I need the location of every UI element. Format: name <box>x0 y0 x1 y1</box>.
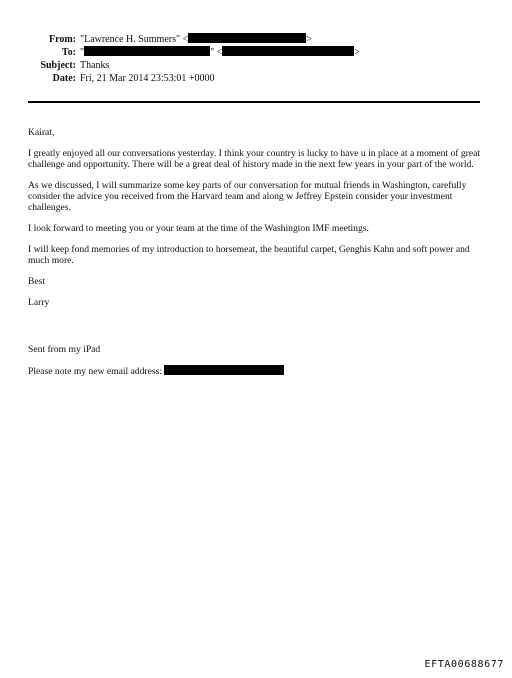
redaction-bar <box>164 365 284 375</box>
from-row <box>0 33 512 46</box>
subject-label: Subject: <box>40 60 76 71</box>
date-label: Date: <box>52 73 76 84</box>
closing: Best <box>28 276 46 287</box>
signature: Larry <box>28 297 50 308</box>
email-note-line <box>28 365 488 377</box>
date-value: Fri, 21 Mar 2014 23:53:01 +0000 <box>80 73 215 84</box>
header-divider <box>28 101 480 103</box>
email-note: Please note my new email address: <box>28 366 163 377</box>
bates-number: EFTA00688677 <box>424 659 504 670</box>
date-row <box>0 72 512 85</box>
subject-row <box>0 59 512 72</box>
to-close: > <box>354 47 360 58</box>
to-open: " <box>80 47 85 58</box>
email-header <box>0 33 512 85</box>
from-label: From: <box>48 34 76 45</box>
redaction-bar <box>222 46 354 56</box>
from-name: "Lawrence H. Summers" < <box>80 34 189 45</box>
spacer <box>28 318 488 344</box>
paragraph-1: I greatly enjoyed all our conversations yesterday. I think your country is lucky to have u in place at a moment of great challenge and opportunity. There will be a great deal of history made in the next few years in your part of the world. <box>28 148 481 170</box>
to-mid: " < <box>210 47 223 58</box>
from-value <box>80 33 312 46</box>
sent-from: Sent from my iPad <box>28 344 101 355</box>
paragraph-2: As we discussed, I will summarize some key parts of our conversation for mutual friends in Washington, carefully consider the advice you received from the Harvard team and along w Jeffrey Epstein consider your investment challenges. <box>28 180 467 213</box>
subject-value: Thanks <box>80 60 110 71</box>
to-value <box>80 46 360 59</box>
greeting: Kairat, <box>28 127 55 138</box>
to-label: To: <box>61 47 76 58</box>
redaction-bar <box>84 46 210 56</box>
to-row <box>0 46 512 59</box>
email-body <box>28 127 488 387</box>
paragraph-4: I will keep fond memories of my introduction to horsemeat, the beautiful carpet, Genghis Kahn and soft power and much more. <box>28 244 470 266</box>
paragraph-3: I look forward to meeting you or your team at the time of the Washington IMF meetings. <box>28 223 369 234</box>
redaction-bar <box>188 33 306 43</box>
from-close: > <box>306 34 312 45</box>
